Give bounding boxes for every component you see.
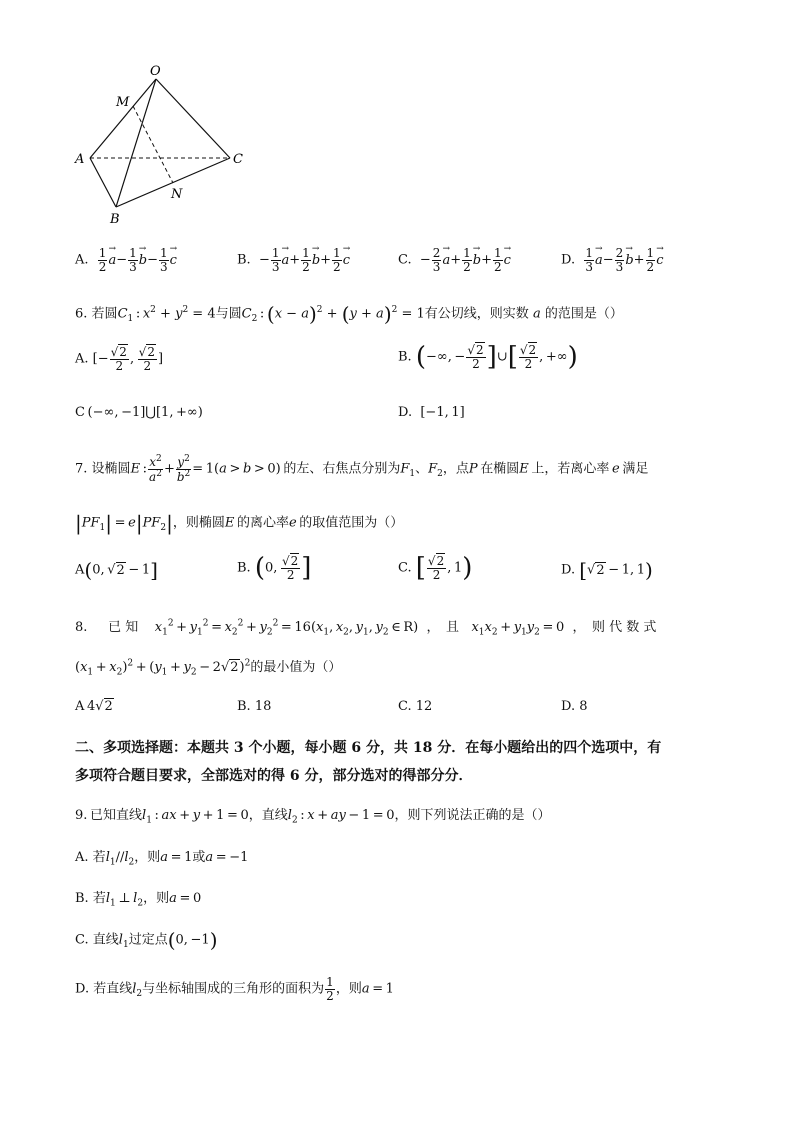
q9-option-b: B. 若$l_1$ ⊥ $l_2$，则a = 0: [75, 891, 202, 909]
q9-option-d: D. 若直线$l_2$与坐标轴围成的三角形的面积为 $\frac{1}{2}$ ，则a = 1: [75, 975, 394, 1003]
vertex-N: N: [171, 187, 183, 202]
edge-OC: [156, 79, 230, 158]
vertex-M: M: [116, 95, 130, 110]
vertex-A: A: [75, 152, 85, 167]
q8-stem-line2: $(x_1 + x_2)^2 + (y_1 + y_2 - 2√2)^2$的最小值为（）: [75, 658, 342, 678]
q7-option-d: D. [√2 − 1, 1): [561, 558, 653, 582]
q7-stem-line1: 7. 设椭圆E : $\frac{x^2}{a^2}$ + $\frac{y^2}{b^2}$ = 1(a > b > 0) 的左、右焦点分别为$F_1$、$F_2$，点P 在椭圆E 上，若离心率 e 满足: [75, 454, 649, 484]
tetrahedron-figure: [70, 60, 260, 230]
vertex-O: O: [150, 64, 161, 79]
q6-option-b: B. (−∞, − $\frac{√2}{2}$ ]∪[ $\frac{√2}{2}$ , +∞): [398, 342, 578, 372]
q9-option-c: C. 直线$l_1$过定点(0, −1): [75, 928, 218, 952]
q6-option-a: A. [− $\frac{√2}{2}$ , $\frac{√2}{2}$ ]: [75, 345, 164, 373]
section2-heading-line1: 二、多项选择题：本题共 3 个小题，每小题 6 分，共 18 分．在每小题给出的四个选项中，有: [75, 740, 662, 756]
q7-option-a: A(0, √2 − 1]: [75, 558, 158, 582]
q8-option-a: A 4√2: [75, 699, 113, 714]
q6-option-c: C (−∞, −1]⋃[1, +∞): [75, 405, 203, 420]
q9-option-a: A. 若$l_1//l_2$，则a = 1或a = −1: [75, 850, 249, 868]
vertex-B: B: [110, 212, 120, 227]
q8-option-d: D. 8: [561, 699, 588, 714]
q7-option-b: B. (0, $\frac{√2}{2}$ ]: [237, 553, 312, 583]
q5-option-b: B. − $\frac{1}{3}$ → a+ $\frac{1}{2}$ → b+ $\frac{1}{2}$ → c: [237, 247, 350, 273]
q8-option-c: C. 12: [398, 699, 433, 714]
q7-option-c: C. [ $\frac{√2}{2}$ , 1): [398, 553, 473, 583]
q9-stem: 9. 已知直线$l_1$ : ax + y + 1 = 0，直线$l_2$ : x + ay − 1 = 0，则下列说法正确的是（）: [75, 808, 551, 826]
q5-option-c: C. − $\frac{2}{3}$ → a+ $\frac{1}{2}$ → b+ $\frac{1}{2}$ → c: [398, 247, 511, 273]
q5-option-a: A. $\frac{1}{2}$ → a− $\frac{1}{3}$ → b− $\frac{1}{3}$ → c: [75, 247, 177, 273]
edge-AB: [90, 158, 116, 207]
vertex-C: C: [233, 152, 243, 167]
edge-OA: [90, 79, 156, 158]
q8-option-b: B. 18: [237, 699, 272, 714]
segment-MN-hidden: [133, 106, 173, 183]
q5-option-d: D. $\frac{1}{3}$ → a− $\frac{2}{3}$ → b+ $\frac{1}{2}$ → c: [561, 247, 663, 273]
q8-stem-line1: 8. 已 知 $x_1^2 + y_1^2 = x_2^2 + y_2^2 = 16(x_1$, $x_2$, $y_1$, $y_2$ ∈ R) ， 且 $x_1x_2 + y_1y_2 = 0$ ， 则 代 数 式: [75, 618, 657, 638]
q7-stem-line2: $|PF_1| = e|PF_2|$，则椭圆E 的离心率e 的取值范围为（）: [75, 511, 404, 535]
q6-stem: 6. 若圆$C_1$ : $x^2 + y^2 = 4$与圆$C_2$ : $(x - a)^2 + (y + a)^2 = 1$有公切线，则实数 a 的范围是（）: [75, 302, 623, 326]
section2-heading-line2: 多项符合题目要求，全部选对的得 6 分，部分选对的得部分分．: [75, 768, 473, 784]
q6-option-d: D. [−1, 1]: [398, 405, 465, 420]
